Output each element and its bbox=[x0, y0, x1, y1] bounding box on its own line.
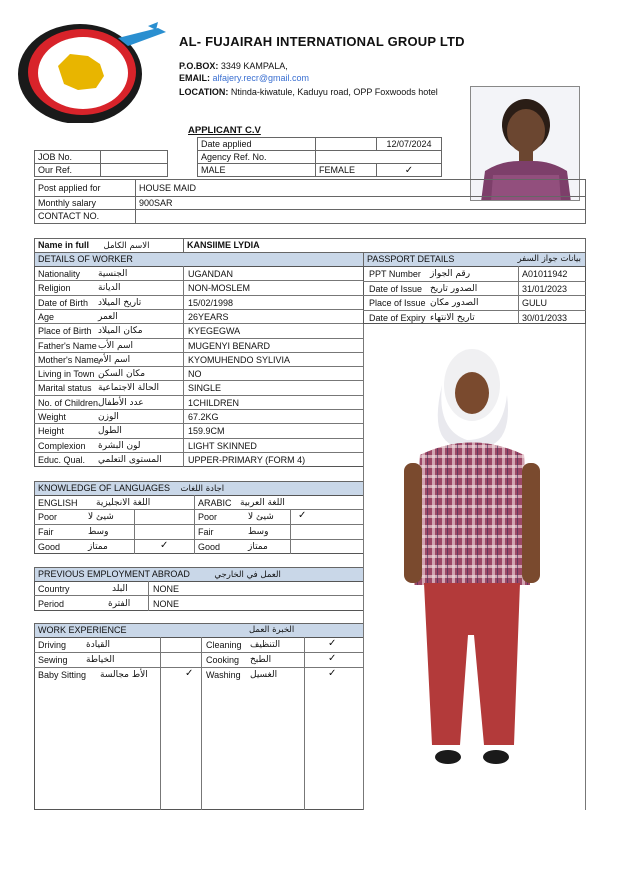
job-no-value bbox=[100, 150, 168, 164]
detail-label-ar: لون البشرة bbox=[98, 440, 141, 451]
detail-label-ar: عدد الأطفال bbox=[98, 397, 144, 408]
arabic-label: ARABIC bbox=[198, 498, 232, 508]
detail-label-ar: اسم الأم bbox=[98, 354, 131, 365]
skill-label: Washing bbox=[206, 670, 241, 680]
detail-label-ar: العمر bbox=[98, 311, 118, 322]
experience-header: WORK EXPERIENCE bbox=[38, 625, 127, 635]
details-divider bbox=[34, 323, 364, 324]
detail-label: Father's Name bbox=[38, 340, 97, 351]
skill-label-ar: الغسيل bbox=[250, 670, 278, 680]
email-link[interactable]: alfajery.recr@gmail.com bbox=[212, 73, 310, 83]
detail-value: 159.9CM bbox=[188, 426, 225, 437]
passport-header: PASSPORT DETAILS bbox=[367, 254, 455, 264]
detail-value: UPPER-PRIMARY (FORM 4) bbox=[188, 454, 306, 465]
passport-value: GULU bbox=[522, 298, 548, 308]
english-level-label: Good bbox=[38, 542, 61, 552]
agency-ref-label: Agency Ref. No. bbox=[197, 150, 316, 164]
contact-value bbox=[135, 209, 586, 224]
female-label: FEMALE bbox=[315, 163, 377, 177]
salary-value: 900SAR bbox=[135, 196, 586, 210]
detail-label: Living in Town bbox=[38, 369, 95, 380]
experience-header-ar: الخبرة العمل bbox=[249, 625, 295, 635]
country-value: NONE bbox=[153, 584, 180, 594]
detail-label-ar: الوزن bbox=[98, 412, 119, 422]
header-blank-1 bbox=[315, 137, 377, 151]
location-label: LOCATION: bbox=[179, 87, 229, 97]
detail-value: LIGHT SKINNED bbox=[188, 440, 257, 451]
employment-header-cell bbox=[34, 567, 364, 582]
pobox-label: P.O.BOX: bbox=[179, 61, 219, 71]
english-level-ar: وسط bbox=[88, 527, 109, 537]
passport-label-ar: الصدور تاريخ bbox=[430, 283, 478, 294]
arabic-level-label: Poor bbox=[198, 512, 218, 522]
salary-label: Monthly salary bbox=[34, 196, 136, 210]
detail-label: Age bbox=[38, 311, 55, 322]
detail-label: No. of Children bbox=[38, 397, 99, 408]
detail-label-ar: الطول bbox=[98, 426, 122, 437]
passport-label-ar: تاريخ الانتهاء bbox=[430, 312, 475, 323]
details-divider bbox=[34, 280, 364, 281]
passport-label: Place of Issue bbox=[369, 298, 426, 308]
name-value: KANSIIME LYDIA bbox=[183, 238, 586, 253]
details-divider bbox=[34, 366, 364, 367]
cv-title: APPLICANT C.V bbox=[188, 125, 261, 136]
detail-label-ar: الجنسية bbox=[98, 269, 128, 279]
passport-label: PPT Number bbox=[369, 269, 421, 279]
skill-checkmark: ✓ bbox=[328, 653, 337, 664]
passport-value: A01011942 bbox=[522, 269, 568, 279]
passport-label-ar: الصدور مكان bbox=[430, 298, 479, 308]
languages-header-cell bbox=[34, 481, 364, 496]
skill-checkmark: ✓ bbox=[328, 638, 337, 649]
arabic-label-ar: اللغة العربية bbox=[240, 498, 285, 508]
passport-label: Date of Expiry bbox=[369, 312, 426, 323]
arabic-level-checkmark: ✓ bbox=[298, 510, 307, 521]
skill-label-ar: الأط مجالسة bbox=[100, 670, 148, 680]
post-value: HOUSE MAID bbox=[135, 179, 586, 197]
passport-divider bbox=[363, 295, 586, 296]
pobox-line bbox=[179, 61, 288, 71]
pobox-value: 3349 KAMPALA, bbox=[220, 61, 288, 71]
location-value: Ntinda-kiwatule, Kaduyu road, OPP Foxwoods hotel bbox=[230, 87, 438, 97]
country-label: Country bbox=[38, 584, 70, 594]
detail-value: SINGLE bbox=[188, 383, 222, 394]
skill-label: Driving bbox=[38, 640, 67, 650]
detail-label-ar: مكان السكن bbox=[98, 369, 146, 380]
experience-table bbox=[34, 637, 364, 810]
passport-label-ar: رقم الجواز bbox=[430, 269, 471, 279]
post-label: Post applied for bbox=[34, 179, 136, 197]
company-name: AL- FUJAIRAH INTERNATIONAL GROUP LTD bbox=[179, 34, 465, 49]
passport-value: 31/01/2023 bbox=[522, 283, 568, 294]
detail-value: NON-MOSLEM bbox=[188, 283, 251, 294]
english-level-ar: شيئ لا bbox=[88, 512, 114, 522]
skill-label-ar: الخياطة bbox=[86, 655, 115, 665]
detail-label: Nationality bbox=[38, 269, 81, 279]
experience-header-cell bbox=[34, 623, 364, 638]
male-label: MALE bbox=[197, 163, 316, 177]
passport-divider bbox=[363, 281, 586, 282]
detail-label: Weight bbox=[38, 412, 66, 422]
english-level-checkmark: ✓ bbox=[160, 540, 169, 551]
employment-header: PREVIOUS EMPLOYMENT ABROAD bbox=[38, 569, 190, 579]
detail-value: NO bbox=[188, 369, 202, 380]
detail-label: Educ. Qual. bbox=[38, 454, 86, 465]
skill-label: Baby Sitting bbox=[38, 670, 87, 680]
female-checkmark: ✓ bbox=[376, 163, 442, 177]
name-label-cell bbox=[34, 238, 184, 253]
english-level-ar: ممتاز bbox=[88, 542, 108, 552]
period-label: Period bbox=[38, 599, 65, 609]
date-applied-value: 12/07/2024 bbox=[376, 137, 442, 151]
skill-checkmark: ✓ bbox=[185, 668, 194, 679]
detail-label: Complexion bbox=[38, 440, 86, 451]
employment-table bbox=[34, 581, 364, 611]
detail-value: UGANDAN bbox=[188, 269, 234, 279]
skill-label: Cleaning bbox=[206, 640, 242, 650]
skill-label-ar: القيادة bbox=[86, 640, 110, 650]
agency-ref-value bbox=[315, 150, 442, 164]
detail-value: MUGENYI BENARD bbox=[188, 340, 271, 351]
details-divider bbox=[34, 423, 364, 424]
detail-value: KYOMUHENDO SYLIVIA bbox=[188, 354, 291, 365]
skill-checkmark: ✓ bbox=[328, 668, 337, 679]
passport-value: 30/01/2033 bbox=[522, 312, 568, 323]
detail-label: Mother's Name bbox=[38, 354, 99, 365]
period-label-ar: الفترة bbox=[108, 599, 131, 609]
english-label-ar: اللغة الانجليزية bbox=[96, 498, 151, 508]
email-line bbox=[179, 73, 309, 83]
name-label: Name in full bbox=[38, 240, 90, 250]
detail-value: 67.2KG bbox=[188, 412, 219, 422]
arabic-level-ar: شيئ لا bbox=[248, 512, 274, 522]
name-label-ar: الاسم الكامل bbox=[103, 241, 150, 251]
company-logo bbox=[8, 18, 173, 123]
job-no-label: JOB No. bbox=[34, 150, 101, 164]
our-ref-value bbox=[100, 163, 168, 177]
details-divider bbox=[34, 395, 364, 396]
detail-label: Marital status bbox=[38, 383, 92, 394]
detail-value: KYEGEGWA bbox=[188, 326, 241, 337]
detail-value: 15/02/1998 bbox=[188, 297, 234, 308]
location-line bbox=[179, 87, 438, 97]
details-divider bbox=[34, 438, 364, 439]
english-label: ENGLISH bbox=[38, 498, 78, 508]
details-divider bbox=[34, 380, 364, 381]
detail-label-ar: الديانة bbox=[98, 283, 121, 294]
arabic-level-ar: وسط bbox=[248, 527, 269, 537]
date-applied-label: Date applied bbox=[197, 137, 316, 151]
detail-label: Religion bbox=[38, 283, 71, 294]
applicant-full-photo bbox=[392, 345, 552, 775]
detail-value: 26YEARS bbox=[188, 311, 229, 322]
passport-label: Date of Issue bbox=[369, 283, 423, 294]
employment-header-ar: العمل في الخارجي bbox=[214, 570, 281, 580]
detail-label-ar: المستوى التعلمي bbox=[98, 454, 162, 465]
arabic-level-label: Fair bbox=[198, 527, 214, 537]
detail-label: Place of Birth bbox=[38, 326, 92, 337]
languages-header-ar: اجادة اللغات bbox=[180, 484, 225, 494]
arabic-level-label: Good bbox=[198, 542, 221, 552]
arabic-level-ar: ممتاز bbox=[248, 542, 268, 552]
country-label-ar: البلد bbox=[112, 584, 128, 594]
contact-label: CONTACT NO. bbox=[34, 209, 136, 224]
details-divider bbox=[34, 452, 364, 453]
our-ref-label: Our Ref. bbox=[34, 163, 101, 177]
details-divider bbox=[34, 309, 364, 310]
photo-column-border bbox=[363, 324, 364, 810]
english-level-label: Poor bbox=[38, 512, 58, 522]
details-divider bbox=[34, 409, 364, 410]
skill-label-ar: الطبخ bbox=[250, 655, 272, 665]
skill-label-ar: التنظيف bbox=[250, 640, 281, 650]
detail-label: Height bbox=[38, 426, 65, 437]
passport-divider bbox=[363, 310, 586, 311]
languages-header: KNOWLEDGE OF LANGUAGES bbox=[38, 483, 171, 493]
english-level-label: Fair bbox=[38, 527, 54, 537]
detail-value: 1CHILDREN bbox=[188, 397, 240, 408]
skill-label: Sewing bbox=[38, 655, 68, 665]
detail-label-ar: الحالة الاجتماعية bbox=[98, 383, 159, 394]
skill-label: Cooking bbox=[206, 655, 240, 665]
detail-label-ar: اسم الأب bbox=[98, 340, 133, 351]
passport-header-cell bbox=[363, 252, 586, 267]
details-divider bbox=[34, 295, 364, 296]
details-divider bbox=[34, 338, 364, 339]
period-value: NONE bbox=[153, 599, 180, 609]
detail-label-ar: تاريخ الميلاد bbox=[98, 297, 142, 308]
detail-label: Date of Birth bbox=[38, 297, 89, 308]
details-header: DETAILS OF WORKER bbox=[34, 252, 364, 267]
details-divider bbox=[34, 352, 364, 353]
passport-header-ar: بيانات جواز السفر bbox=[517, 254, 581, 264]
detail-label-ar: مكان الميلاد bbox=[98, 326, 143, 337]
email-label: EMAIL: bbox=[179, 73, 210, 83]
